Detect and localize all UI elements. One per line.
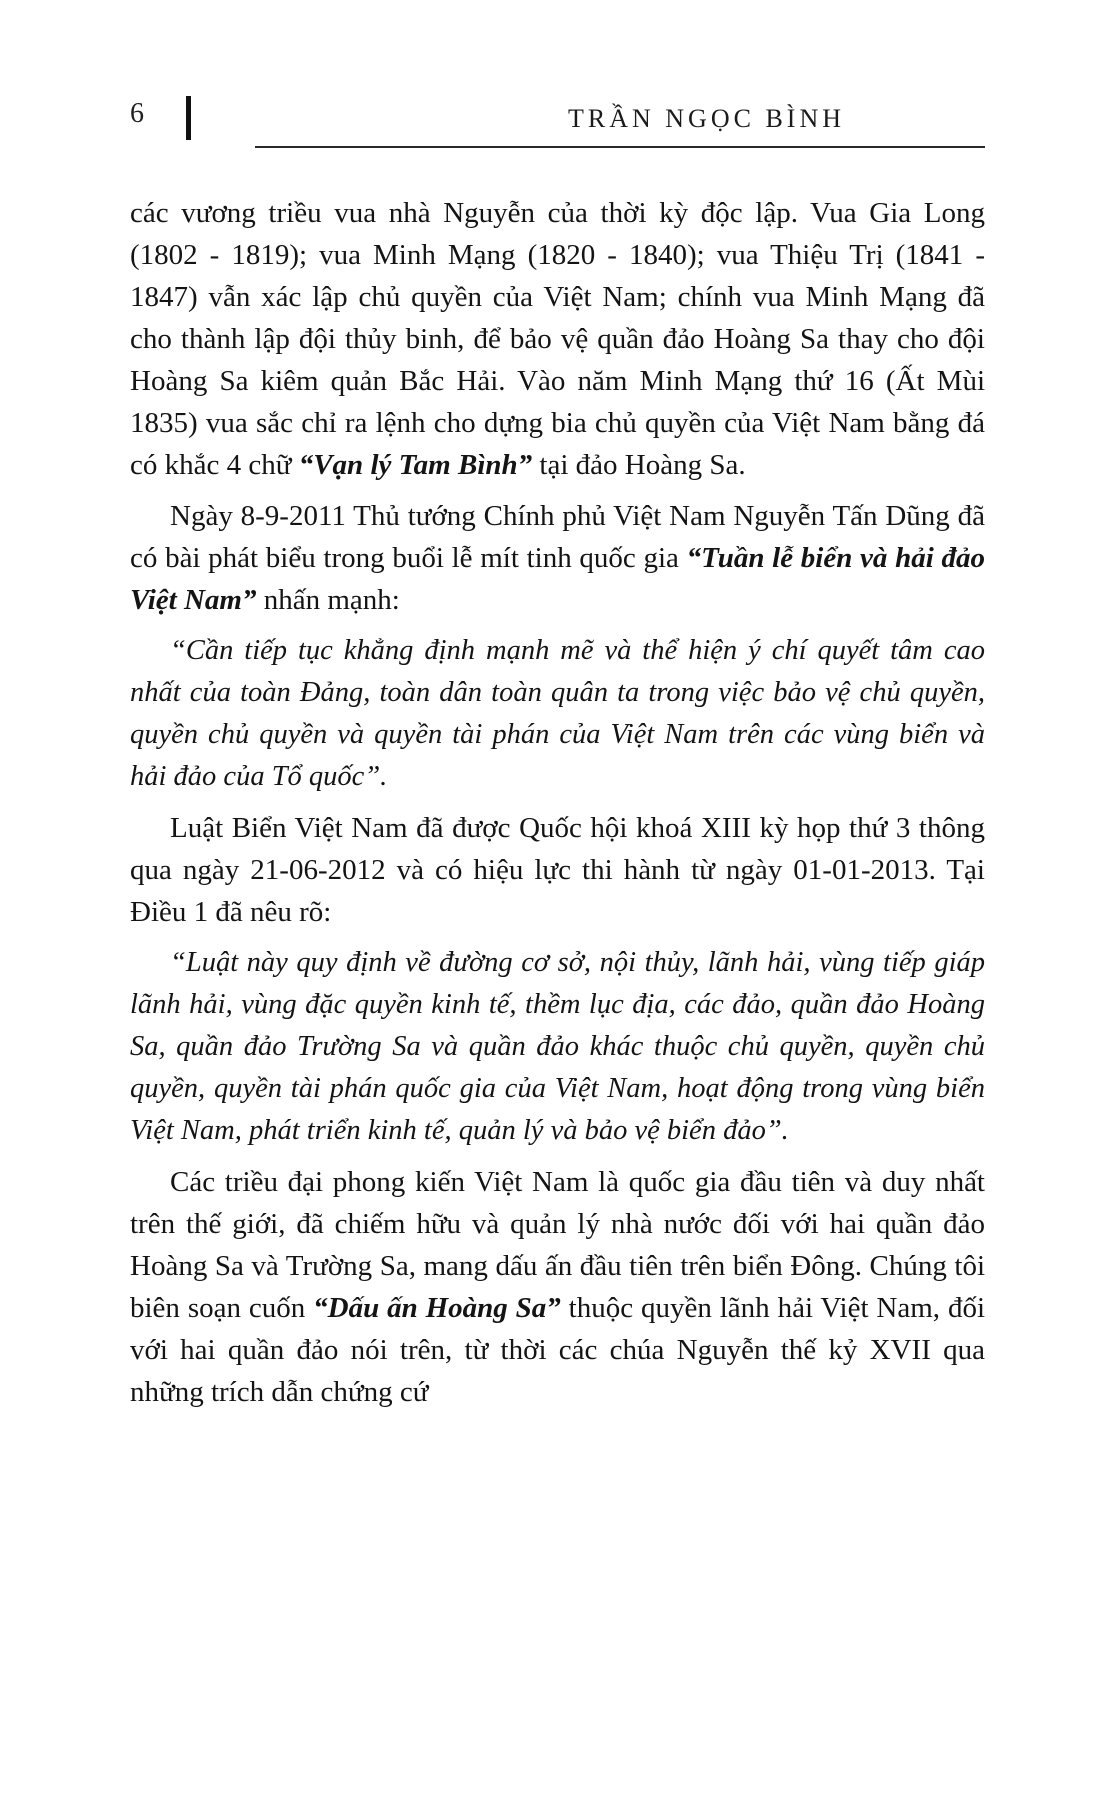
text-segment: Ngày 8-9-2011 Thủ tướng Chính phủ Việt Nam Nguyễn Tấn Dũng đã có bài phát biểu trong buổi lễ mít tinh quốc gia	[130, 500, 985, 574]
page-number: 6	[130, 98, 144, 129]
paragraph-quote	[130, 630, 985, 798]
page-body	[130, 192, 985, 1413]
text-segment: tại đảo Hoàng Sa.	[532, 449, 746, 481]
paragraph-quote	[130, 942, 985, 1152]
text-segment: “Luật này quy định về đường cơ sở, nội thủy, lãnh hải, vùng tiếp giáp lãnh hải, vùng đặc quyền kinh tế, thềm lục địa, các đảo, quần đảo Hoàng Sa, quần đảo Trường Sa và quần đảo khác thuộc chủ quyền, quyền chủ quyền, quyền tài phán quốc gia của Việt Nam, hoạt động trong vùng biển Việt Nam, phát triển kinh tế, quản lý và bảo vệ biển đảo”.	[130, 947, 985, 1146]
text-segment: các vương triều vua nhà Nguyễn của thời kỳ độc lập. Vua Gia Long (1802 - 1819); vua Minh Mạng (1820 - 1840); vua Thiệu Trị (1841 - 1847) vẫn xác lập chủ quyền của Việt Nam; chính vua Minh Mạng đã cho thành lập đội thủy binh, để bảo vệ quần đảo Hoàng Sa thay cho đội Hoàng Sa kiêm quản Bắc Hải. Vào năm Minh Mạng thứ 16 (Ất Mùi 1835) vua sắc chỉ ra lệnh cho dựng bia chủ quyền của Việt Nam bằng đá có khắc 4 chữ	[130, 197, 985, 481]
header-divider-mark	[186, 96, 191, 140]
paragraph-body	[130, 495, 985, 621]
emphasis-phrase: “Vạn lý Tam Bình”	[298, 449, 533, 481]
paragraph-body	[130, 807, 985, 933]
paragraph-continuation	[130, 192, 985, 486]
text-segment: Luật Biển Việt Nam đã được Quốc hội khoá XIII kỳ họp thứ 3 thông qua ngày 21-06-2012 và có hiệu lực thi hành từ ngày 01-01-2013. Tại Điều 1 đã nêu rõ:	[130, 812, 985, 928]
emphasis-phrase: “Tuần lễ biển và hải đảo Việt Nam”	[130, 542, 985, 616]
text-segment: “Cần tiếp tục khẳng định mạnh mẽ và thể hiện ý chí quyết tâm cao nhất của toàn Đảng, toàn dân toàn quân ta trong việc bảo vệ chủ quyền, quyền chủ quyền và quyền tài phán của Việt Nam trên các vùng biển và hải đảo của Tổ quốc”.	[130, 635, 985, 792]
paragraph-body	[130, 1161, 985, 1413]
text-segment: thuộc quyền lãnh hải Việt Nam, đối với hai quần đảo nói trên, từ thời các chúa Nguyễn thế kỷ XVII qua những trích dẫn chứng cứ	[130, 1292, 985, 1408]
header-rule	[255, 146, 985, 148]
running-head-author: TRẦN NGỌC BÌNH	[568, 104, 845, 133]
emphasis-phrase: “Dấu ấn Hoàng Sa”	[313, 1292, 561, 1324]
text-segment: nhấn mạnh:	[256, 584, 400, 616]
page-header	[130, 0, 985, 148]
text-segment: Các triều đại phong kiến Việt Nam là quốc gia đầu tiên và duy nhất trên thế giới, đã chiếm hữu và quản lý nhà nước đối với hai quần đảo Hoàng Sa và Trường Sa, mang dấu ấn đầu tiên trên biển Đông. Chúng tôi biên soạn cuốn	[130, 1166, 985, 1324]
